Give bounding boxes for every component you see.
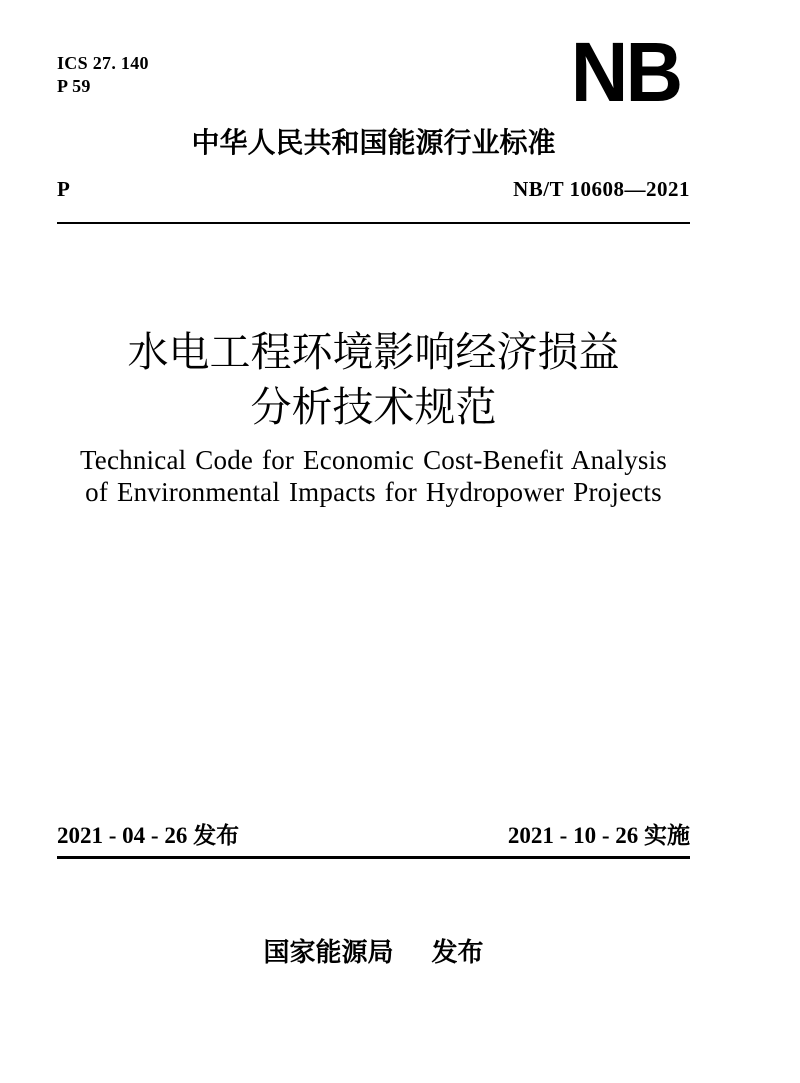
title-english-line2: of Environmental Impacts for Hydropower Projects — [85, 477, 662, 507]
ics-block — [57, 52, 149, 98]
nb-logo: NB — [570, 25, 680, 119]
title-chinese-line2: 分析技术规范 — [250, 384, 497, 430]
issue-date — [57, 822, 239, 850]
publisher-line — [57, 936, 690, 968]
standard-category-title: 中华人民共和国能源行业标准 — [191, 127, 556, 158]
filing-row — [57, 176, 690, 203]
title-chinese — [57, 325, 690, 435]
issue-date-value: 2021 - 04 - 26 — [57, 823, 188, 848]
title-english — [57, 444, 690, 508]
implement-date-value: 2021 - 10 - 26 — [507, 823, 639, 848]
standard-number: NB/T 10608—2021 — [513, 177, 690, 201]
implement-date — [508, 822, 690, 850]
doc-class-code: P 59 — [57, 76, 91, 96]
ics-code: ICS 27. 140 — [57, 53, 149, 73]
dates-row — [57, 822, 690, 850]
publish-action: 发布 — [431, 937, 484, 967]
implement-date-label: 实施 — [644, 823, 690, 848]
title-chinese-line1: 水电工程环境影响经济损益 — [127, 329, 620, 375]
publisher-name: 国家能源局 — [263, 937, 394, 967]
bottom-rule-divider — [57, 856, 690, 859]
issue-date-label: 发布 — [193, 823, 240, 848]
title-english-line1: Technical Code for Economic Cost-Benefit Analysis — [79, 445, 668, 475]
filing-letter: P — [57, 177, 70, 201]
top-rule-divider — [57, 222, 690, 224]
